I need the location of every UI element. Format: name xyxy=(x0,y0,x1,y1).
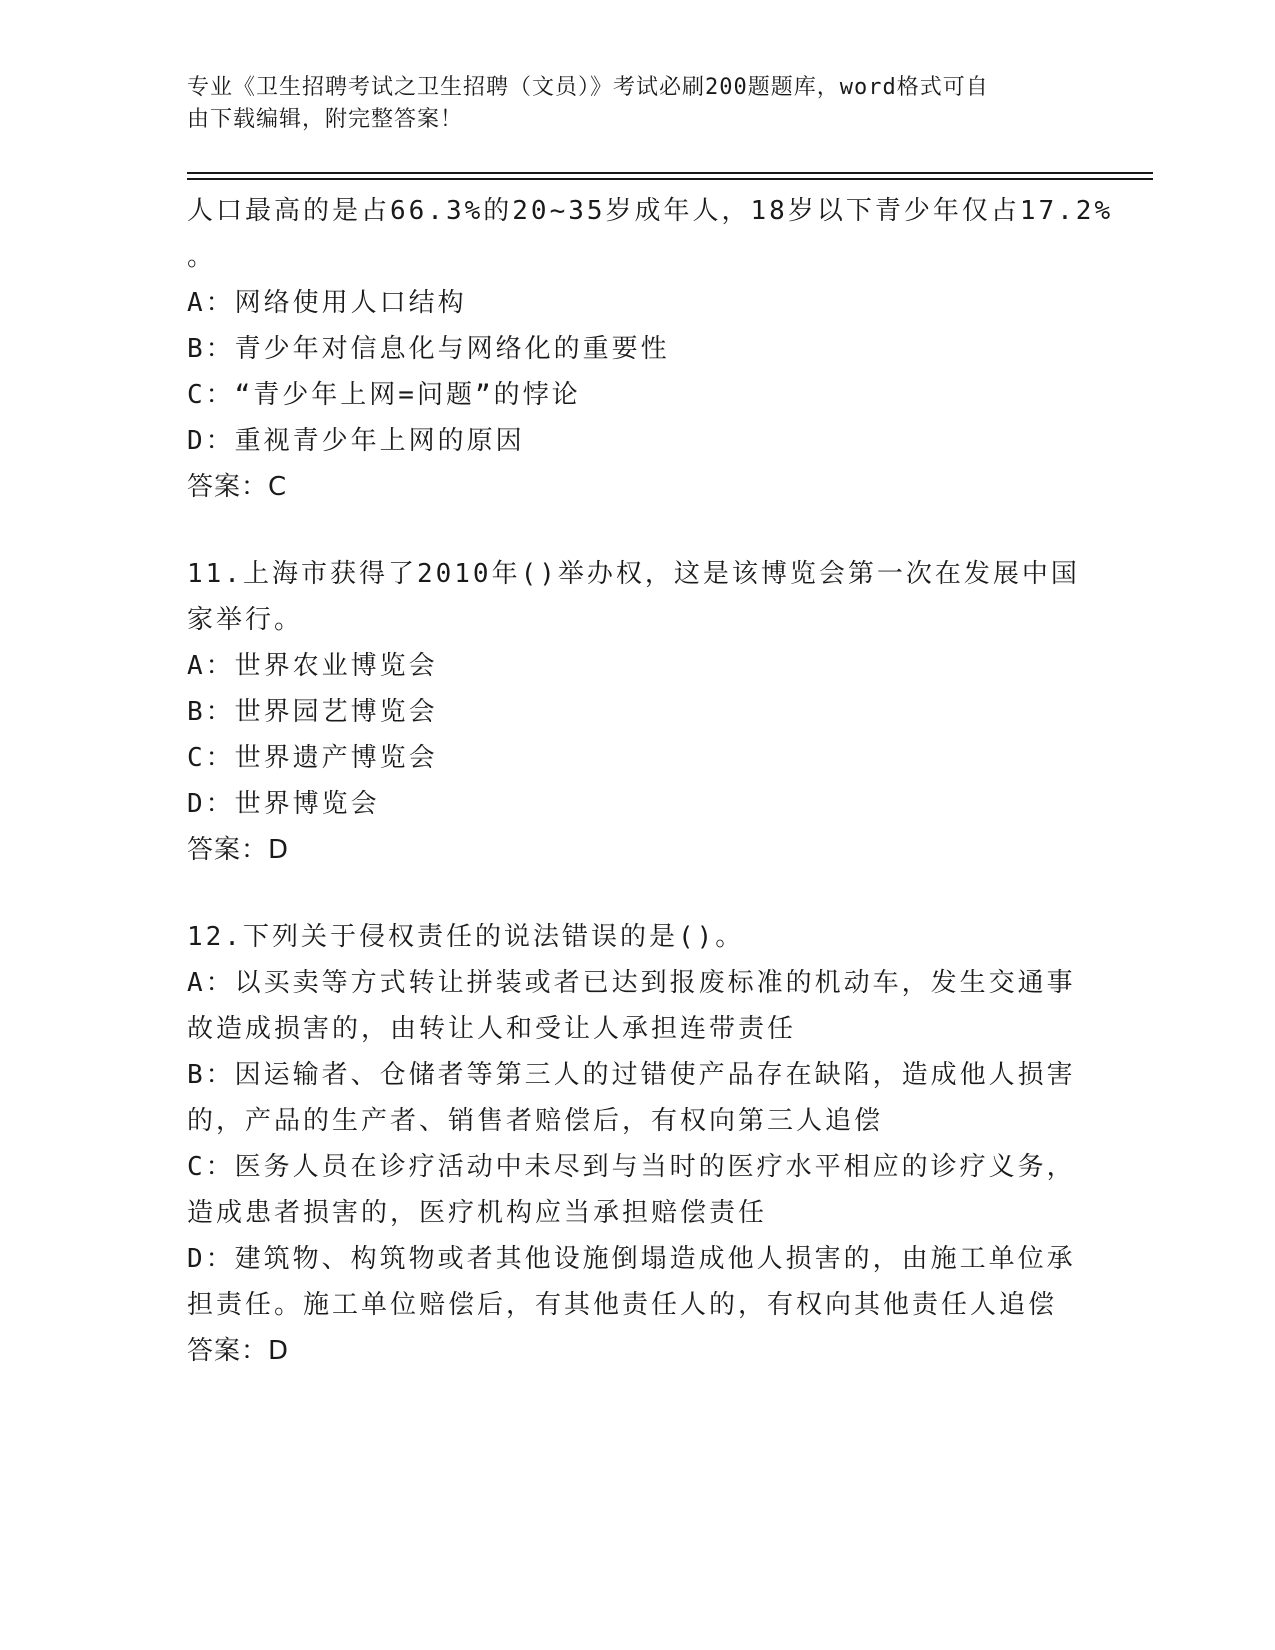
option-d: D：建筑物、构筑物或者其他设施倒塌造成他人损害的，由施工单位承 xyxy=(187,1244,1076,1274)
header-line-2: 由下载编辑，附完整答案！ xyxy=(187,107,464,132)
question-block-11 xyxy=(187,551,1087,873)
header-divider-top xyxy=(187,172,1153,174)
question-text-line: 12.下列关于侵权责任的说法错误的是()。 xyxy=(187,922,745,952)
question-text-line: 家举行。 xyxy=(187,605,304,635)
option-a: A：网络使用人口结构 xyxy=(187,288,467,318)
option-a: A：以买卖等方式转让拼装或者已达到报废标准的机动车，发生交通事 xyxy=(187,968,1076,998)
option-c-continued: 造成患者损害的，医疗机构应当承担赔偿责任 xyxy=(187,1198,768,1228)
question-text-line: 人口最高的是占66.3%的20~35岁成年人，18岁以下青少年仅占17.2% xyxy=(187,196,1114,226)
header-line-1: 专业《卫生招聘考试之卫生招聘（文员）》考试必刷200题题库，word格式可自 xyxy=(187,75,989,100)
option-b: B：世界园艺博览会 xyxy=(187,697,438,727)
answer-line: 答案：D xyxy=(187,1336,290,1366)
option-d-continued: 担责任。施工单位赔偿后，有其他责任人的，有权向其他责任人追偿 xyxy=(187,1290,1058,1320)
option-c: C：世界遗产博览会 xyxy=(187,743,438,773)
question-block-12 xyxy=(187,914,1087,1374)
option-c: C：医务人员在诊疗活动中未尽到与当时的医疗水平相应的诊疗义务， xyxy=(187,1152,1076,1182)
option-d: D：重视青少年上网的原因 xyxy=(187,426,525,456)
question-text-line: 。 xyxy=(187,242,217,272)
answer-line: 答案：C xyxy=(187,472,288,502)
option-d: D：世界博览会 xyxy=(187,789,380,819)
document-header xyxy=(187,72,1067,136)
question-text-line: 11.上海市获得了2010年()举办权，这是该博览会第一次在发展中国 xyxy=(187,559,1080,589)
question-block-prev xyxy=(187,188,1114,510)
option-c: C：“青少年上网=问题”的悖论 xyxy=(187,380,581,410)
question-list xyxy=(187,188,1114,1374)
header-divider-bottom xyxy=(187,178,1153,180)
option-b: B：青少年对信息化与网络化的重要性 xyxy=(187,334,670,364)
answer-line: 答案：D xyxy=(187,835,290,865)
option-a-continued: 故造成损害的，由转让人和受让人承担连带责任 xyxy=(187,1014,797,1044)
option-b-continued: 的，产品的生产者、销售者赔偿后，有权向第三人追偿 xyxy=(187,1106,884,1136)
option-a: A：世界农业博览会 xyxy=(187,651,438,681)
option-b: B：因运输者、仓储者等第三人的过错使产品存在缺陷，造成他人损害 xyxy=(187,1060,1076,1090)
